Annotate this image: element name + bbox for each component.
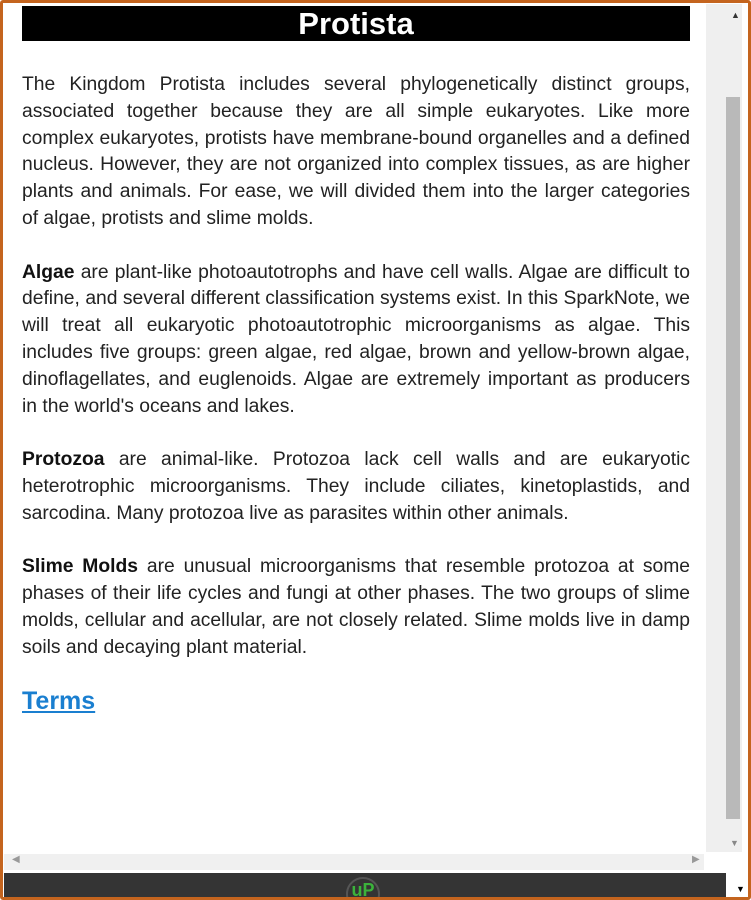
scroll-up-icon[interactable]: ▲ xyxy=(731,10,740,20)
horizontal-scrollbar[interactable] xyxy=(4,854,704,870)
outer-scroll-down-icon[interactable]: ▼ xyxy=(736,884,745,894)
term-heading: Algae xyxy=(22,261,75,283)
paragraph-text: The Kingdom Protista includes several phylogenetically distinct groups, associated together because they are all simple eukaryotes. Like more complex eukaryotes, protists have membrane-bound organelles and a defined nucleus. However, they are not organized into complex tissues, as are higher plants and animals. For ease, we will divided them into the larger categories of algae, protists and slime molds. xyxy=(22,74,690,229)
terms-link[interactable]: Terms xyxy=(22,687,96,716)
article-body xyxy=(22,72,690,718)
logo-icon: uP xyxy=(346,877,380,897)
page-title: Protista xyxy=(22,6,690,41)
paragraph-intro xyxy=(22,72,690,233)
paragraph-text: are plant-like photoautotrophs and have cell walls. Algae are difficult to define, and several different classification systems exist. In this SparkNote, we will treat all eukaryotic photoautotrophic microorganisms as algae. This includes five groups: green algae, red algae, brown and yellow-brown algae, dinoflagellates, and euglenoids. Algae are extremely important as producers in the world's oceans and lakes. xyxy=(22,261,690,417)
scroll-down-icon[interactable]: ▼ xyxy=(730,838,739,848)
vertical-scrollbar-thumb[interactable] xyxy=(726,97,740,819)
scroll-left-icon[interactable]: ◀ xyxy=(12,854,20,865)
footer-bar xyxy=(4,873,726,897)
scroll-right-icon[interactable]: ▶ xyxy=(692,854,700,865)
term-heading: Protozoa xyxy=(22,449,105,471)
paragraph-text: are unusual microorganisms that resemble protozoa at some phases of their life cycles and fungi at other phases. The two groups of slime molds, cellular and acellular, are not closely related. Slime molds live in damp soils and decaying plant material. xyxy=(22,556,691,658)
paragraph-protozoa xyxy=(22,447,690,527)
content-pane xyxy=(4,4,706,852)
paragraph-text: are animal-like. Protozoa lack cell walls and are eukaryotic heterotrophic microorganisms. They include ciliates, kinetoplastids, and sarcodina. Many protozoa live as parasites within other animals. xyxy=(22,449,690,524)
paragraph-slime-molds xyxy=(22,554,690,661)
term-heading: Slime Molds xyxy=(22,556,138,578)
paragraph-algae xyxy=(22,260,690,421)
